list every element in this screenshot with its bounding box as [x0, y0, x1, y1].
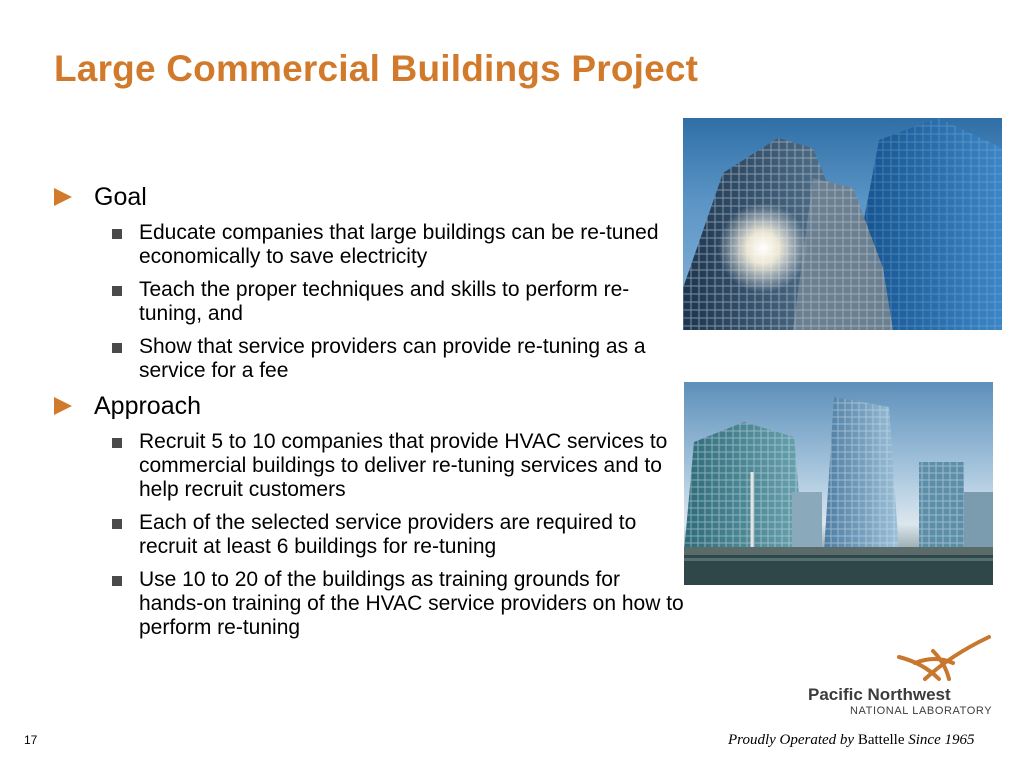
pnnl-logo-icon [895, 633, 991, 683]
triangle-bullet-icon [54, 397, 72, 415]
list-item-text: Show that service providers can provide re-tuning as a service for a fee [139, 335, 646, 382]
list-item-text: Use 10 to 20 of the buildings as training grounds for hands-on training of the HVAC service providers on how to perform re-tuning [139, 568, 684, 639]
tagline-brand: Battelle [857, 732, 905, 748]
triangle-bullet-icon [54, 188, 72, 206]
square-bullet-icon [112, 286, 122, 296]
logo-name: Pacific Northwest [808, 685, 951, 704]
list-item [54, 278, 684, 326]
tagline-suffix: Since 1965 [904, 732, 975, 748]
slide-title: Large Commercial Buildings Project [54, 48, 699, 89]
list-item [54, 511, 684, 559]
list-item [54, 568, 684, 640]
section-goal [54, 182, 684, 212]
square-bullet-icon [112, 438, 122, 448]
list-item [54, 430, 684, 502]
square-bullet-icon [112, 576, 122, 586]
page-number: 17 [24, 733, 38, 747]
skyscrapers-illustration [683, 118, 1002, 330]
glass-towers-illustration [684, 382, 993, 585]
list-item-text: Recruit 5 to 10 companies that provide HVAC services to commercial buildings to deliver re-tuning services and to help recruit customers [139, 430, 668, 501]
square-bullet-icon [112, 229, 122, 239]
list-item [54, 221, 684, 269]
list-item-text: Educate companies that large buildings can be re-tuned economically to save electricity [139, 221, 659, 268]
list-item [54, 335, 684, 383]
list-item-text: Teach the proper techniques and skills to perform re-tuning, and [139, 278, 630, 325]
square-bullet-icon [112, 519, 122, 529]
section-approach [54, 391, 684, 421]
section-heading: Goal [94, 183, 147, 211]
tagline-prefix: Proudly Operated by [728, 732, 858, 748]
tagline [728, 732, 974, 749]
glass-towers-photo [684, 382, 993, 585]
slide-content [54, 182, 684, 640]
logo-subtitle: NATIONAL LABORATORY [850, 705, 993, 717]
section-heading: Approach [94, 392, 202, 420]
list-item-text: Each of the selected service providers are required to recruit at least 6 buildings for re-tuning [139, 511, 637, 558]
skyscrapers-photo [683, 118, 1002, 330]
square-bullet-icon [112, 343, 122, 353]
